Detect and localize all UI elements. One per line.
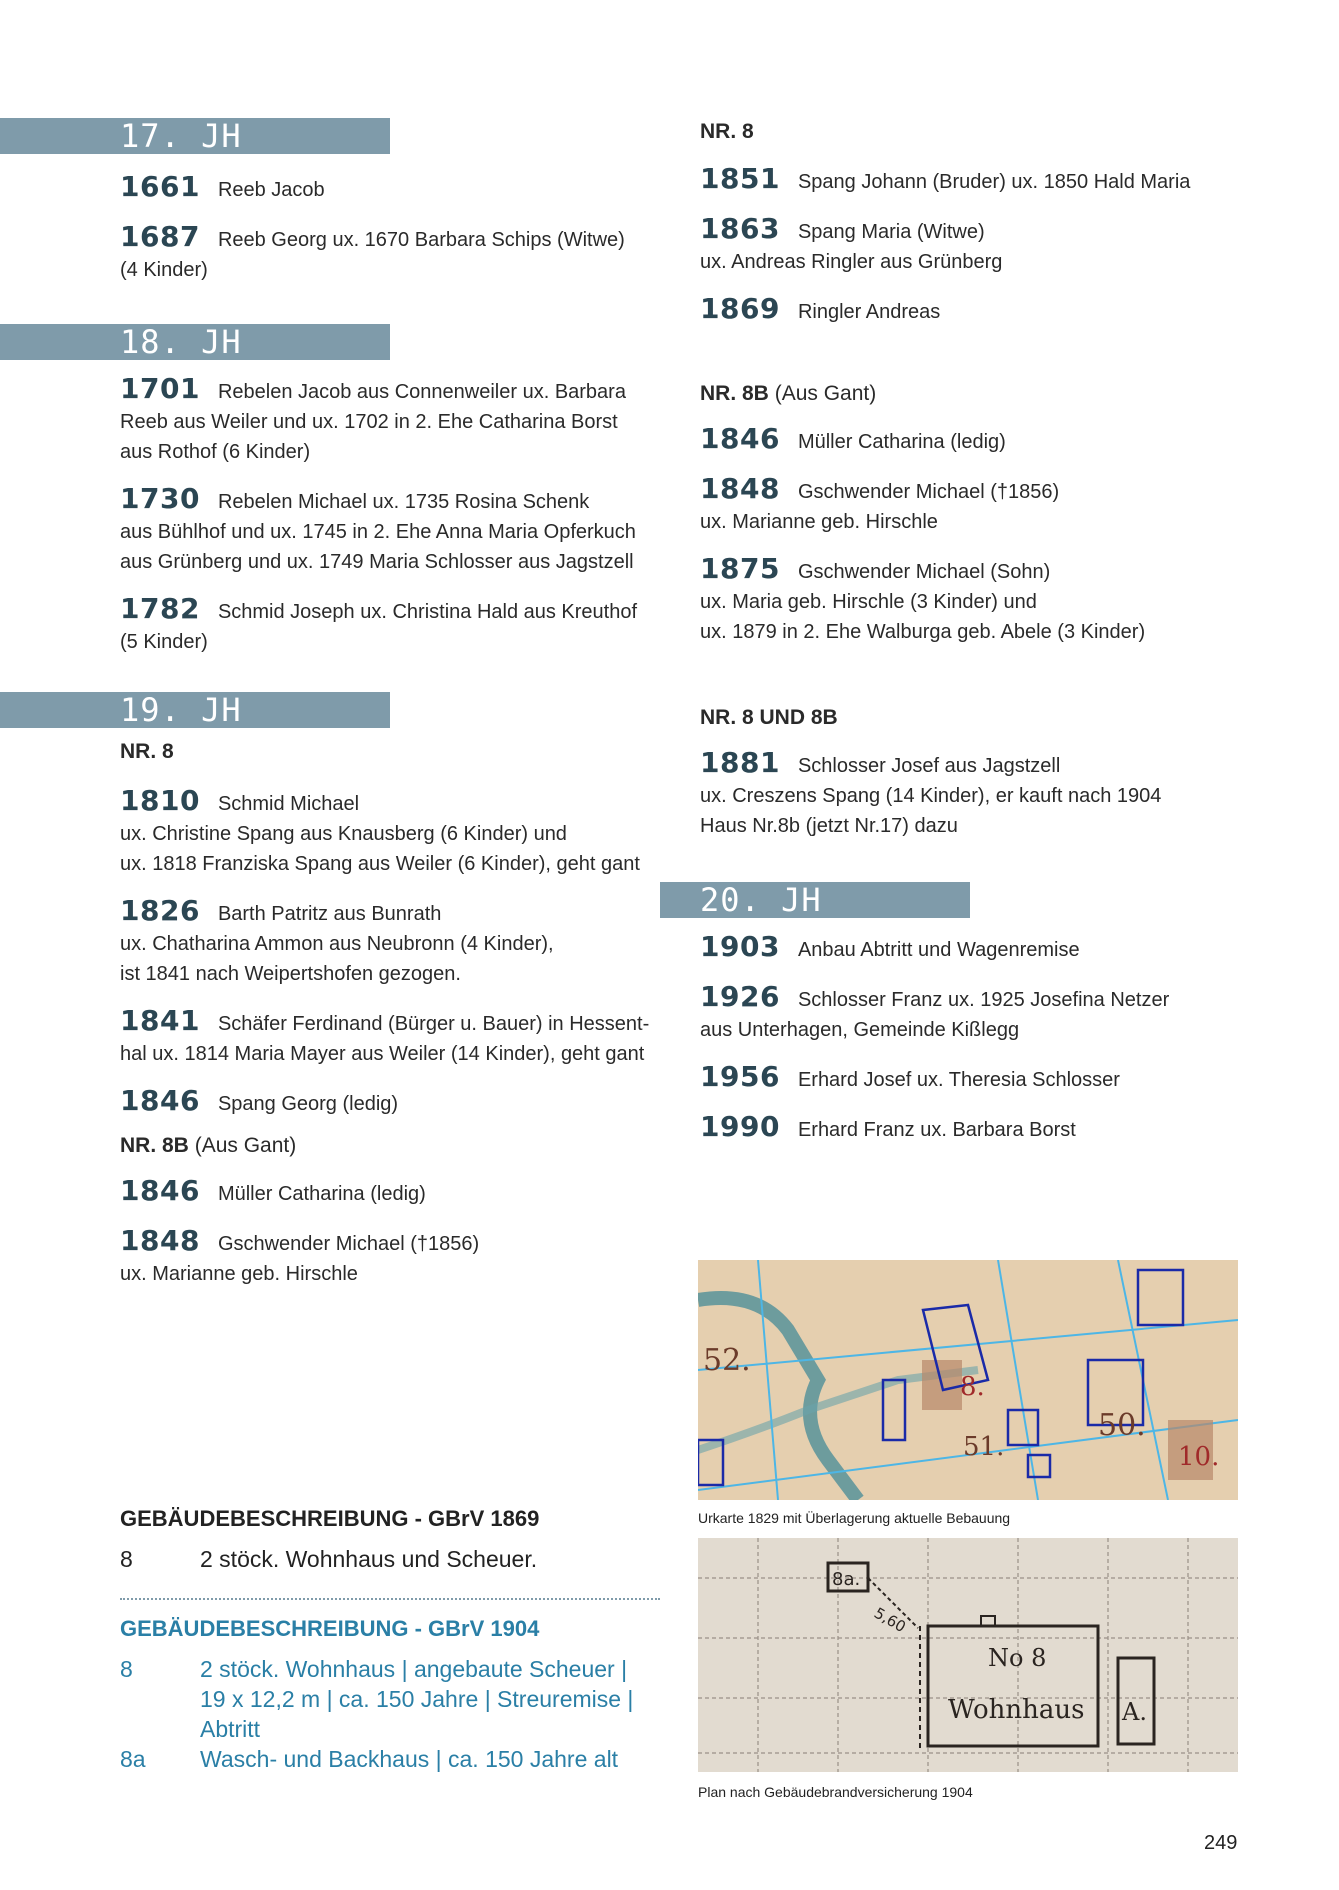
entry-year: 1990 <box>700 1110 780 1143</box>
dotted-divider <box>120 1598 660 1600</box>
gb-row-description: 2 stöck. Wohnhaus und Scheuer. <box>200 1546 538 1572</box>
map-label: 51. <box>963 1432 1005 1462</box>
entry-text-line: ux. Marianne geb. Hirschle <box>120 1263 358 1285</box>
gb-row-number: 8 <box>120 1546 133 1572</box>
entry-text: Rebelen Michael ux. 1735 Rosina Schenk <box>217 491 590 513</box>
entry-text-line: ux. Maria geb. Hirschle (3 Kinder) und <box>700 591 1037 613</box>
entry-year: 1826 <box>120 894 200 927</box>
entry-text: Schlosser Franz ux. 1925 Josefina Netzer <box>797 989 1170 1011</box>
entry-1848-right <box>700 474 1260 537</box>
plan-label: Wohnhaus <box>948 1695 1085 1725</box>
entry-text: Gschwender Michael (Sohn) <box>797 561 1051 583</box>
entry-1782 <box>120 594 680 657</box>
entry-text-line: aus Rothof (6 Kinder) <box>120 441 311 463</box>
entry-1875 <box>700 554 1260 647</box>
entry-1846b <box>120 1176 680 1209</box>
historic-map-image <box>698 1260 1238 1500</box>
entry-year: 1841 <box>120 1004 200 1037</box>
entry-year: 1687 <box>120 220 200 253</box>
entry-year: 1782 <box>120 592 200 625</box>
entry-year: 1848 <box>120 1224 200 1257</box>
gb-row-number: 8a <box>120 1746 146 1772</box>
entry-text-line: Haus Nr.8b (jetzt Nr.17) dazu <box>700 815 958 837</box>
gb1904-row <box>120 1654 660 1746</box>
entry-text-line: ux. Chatharina Ammon aus Neubronn (4 Kinder), <box>120 933 554 955</box>
map-label: 50. <box>1098 1408 1146 1443</box>
section-header-17jh <box>0 118 390 154</box>
entry-1956 <box>700 1062 1260 1095</box>
gb1904-row <box>120 1744 660 1776</box>
entry-text: Rebelen Jacob aus Connenweiler ux. Barbara <box>217 381 626 403</box>
entry-year: 1810 <box>120 784 200 817</box>
entry-text-line: (4 Kinder) <box>120 259 208 281</box>
subhead-normal: (Aus Gant) <box>774 382 877 405</box>
entry-year: 1903 <box>700 930 780 963</box>
plan-label: 5,60 <box>871 1603 909 1637</box>
entry-1903 <box>700 932 1260 965</box>
entry-text: Müller Catharina (ledig) <box>797 431 1006 453</box>
entry-year: 1661 <box>120 170 200 203</box>
entry-text: Schlosser Josef aus Jagstzell <box>797 755 1061 777</box>
historic-map-drawing <box>698 1260 1238 1500</box>
plan-label: A. <box>1122 1698 1147 1726</box>
entry-text: Reeb Jacob <box>217 179 325 201</box>
gb-row-description: 2 stöck. Wohnhaus | angebaute Scheuer | 19 x 12,2 m | ca. 150 Jahre | Streuremise | Abtritt <box>200 1656 634 1742</box>
entry-text: Anbau Abtritt und Wagenremise <box>797 939 1080 961</box>
gb1904-title: GEBÄUDEBESCHREIBUNG - GBrV 1904 <box>120 1616 540 1641</box>
section-header-19jh <box>0 692 390 728</box>
gb1869-row <box>120 1544 660 1576</box>
entry-1661 <box>120 172 660 205</box>
entry-text-line: ux. 1818 Franziska Spang aus Weiler (6 Kinder), geht gant <box>120 853 640 875</box>
subhead-nr8b-right <box>700 382 876 406</box>
entry-1846-right <box>700 424 1260 457</box>
entry-1701 <box>120 374 680 467</box>
entry-text: Schmid Joseph ux. Christina Hald aus Kreuthof <box>217 601 638 623</box>
entry-year: 1863 <box>700 212 780 245</box>
plan-label: No 8 <box>988 1644 1047 1672</box>
map-label: 8. <box>960 1372 985 1402</box>
entry-1863 <box>700 214 1260 277</box>
entry-year: 1956 <box>700 1060 780 1093</box>
entry-year: 1881 <box>700 746 780 779</box>
map-label: 10. <box>1178 1442 1220 1472</box>
entry-text-line: ux. Christine Spang aus Knausberg (6 Kinder) und <box>120 823 567 845</box>
entry-year: 1846 <box>700 422 780 455</box>
entry-1846 <box>120 1086 680 1119</box>
entry-1730 <box>120 484 680 577</box>
entry-text-line: aus Grünberg und ux. 1749 Maria Schlosser aus Jagstzell <box>120 551 634 573</box>
entry-text: Spang Johann (Bruder) ux. 1850 Hald Maria <box>797 171 1191 193</box>
entry-1926 <box>700 982 1260 1045</box>
entry-text-line: hal ux. 1814 Maria Mayer aus Weiler (14 Kinder), geht gant <box>120 1043 645 1065</box>
entry-1826 <box>120 896 680 989</box>
subhead-normal: (Aus Gant) <box>194 1134 297 1157</box>
map2-caption: Plan nach Gebäudebrandversicherung 1904 <box>698 1784 973 1800</box>
section-header-label: 17. JH <box>120 117 242 155</box>
entry-text: Schäfer Ferdinand (Bürger u. Bauer) in Hessent- <box>217 1013 650 1035</box>
subhead-nr8und8b: NR. 8 UND 8B <box>700 706 838 729</box>
entry-1810 <box>120 786 680 879</box>
map1-caption: Urkarte 1829 mit Überlagerung aktuelle Bebauung <box>698 1510 1011 1526</box>
entry-year: 1848 <box>700 472 780 505</box>
entry-text: Erhard Franz ux. Barbara Borst <box>797 1119 1076 1141</box>
entry-year: 1869 <box>700 292 780 325</box>
entry-text-line: aus Bühlhof und ux. 1745 in 2. Ehe Anna Maria Opferkuch <box>120 521 636 543</box>
entry-1687 <box>120 222 660 285</box>
entry-1851 <box>700 164 1260 197</box>
entry-text-line: Reeb aus Weiler und ux. 1702 in 2. Ehe Catharina Borst <box>120 411 618 433</box>
page-number: 249 <box>1204 1832 1238 1854</box>
entry-text: Barth Patritz aus Bunrath <box>217 903 442 925</box>
entry-year: 1926 <box>700 980 780 1013</box>
entry-text: Reeb Georg ux. 1670 Barbara Schips (Witwe) <box>217 229 625 251</box>
entry-1869 <box>700 294 1260 327</box>
entry-text: Spang Georg (ledig) <box>217 1093 399 1115</box>
entry-1990 <box>700 1112 1260 1145</box>
entry-year: 1701 <box>120 372 200 405</box>
entry-text: Ringler Andreas <box>797 301 941 323</box>
entry-year: 1851 <box>700 162 780 195</box>
entry-text-line: ux. Marianne geb. Hirschle <box>700 511 938 533</box>
entry-1848 <box>120 1226 680 1289</box>
entry-year: 1730 <box>120 482 200 515</box>
subhead-bold: NR. 8B <box>700 382 769 405</box>
entry-text-line: (5 Kinder) <box>120 631 208 653</box>
entry-1881 <box>700 748 1260 841</box>
entry-text-line: ux. Andreas Ringler aus Grünberg <box>700 251 1003 273</box>
entry-text-line: ux. Creszens Spang (14 Kinder), er kauft nach 1904 <box>700 785 1162 807</box>
plan-label: 8a. <box>832 1569 861 1590</box>
subhead-nr8-right: NR. 8 <box>700 120 754 143</box>
subhead-nr8: NR. 8 <box>120 740 174 763</box>
gb-row-description: Wasch- und Backhaus | ca. 150 Jahre alt <box>200 1746 619 1772</box>
entry-text-line: ist 1841 nach Weipertshofen gezogen. <box>120 963 461 985</box>
entry-year: 1846 <box>120 1084 200 1117</box>
section-header-label: 19. JH <box>120 691 242 729</box>
entry-text-line: aus Unterhagen, Gemeinde Kißlegg <box>700 1019 1020 1041</box>
building-plan-image <box>698 1538 1238 1772</box>
entry-text: Müller Catharina (ledig) <box>217 1183 426 1205</box>
section-header-label: 18. JH <box>120 323 242 361</box>
building-plan-drawing <box>698 1538 1238 1772</box>
subhead-bold: NR. 8B <box>120 1134 189 1157</box>
entry-text: Erhard Josef ux. Theresia Schlosser <box>797 1069 1120 1091</box>
subhead-nr8b <box>120 1134 296 1158</box>
entry-year: 1875 <box>700 552 780 585</box>
section-header-label: 20. JH <box>700 881 822 919</box>
entry-text: Schmid Michael <box>217 793 360 815</box>
entry-text-line: ux. 1879 in 2. Ehe Walburga geb. Abele (3 Kinder) <box>700 621 1146 643</box>
section-header-18jh <box>0 324 390 360</box>
entry-text: Gschwender Michael (†1856) <box>797 481 1060 503</box>
entry-text: Gschwender Michael (†1856) <box>217 1233 480 1255</box>
section-header-20jh <box>660 882 970 918</box>
entry-year: 1846 <box>120 1174 200 1207</box>
gb1869-title: GEBÄUDEBESCHREIBUNG - GBrV 1869 <box>120 1506 540 1531</box>
entry-1841 <box>120 1006 680 1069</box>
gb-row-number: 8 <box>120 1656 133 1682</box>
entry-text: Spang Maria (Witwe) <box>797 221 985 243</box>
map-label: 52. <box>703 1343 751 1378</box>
